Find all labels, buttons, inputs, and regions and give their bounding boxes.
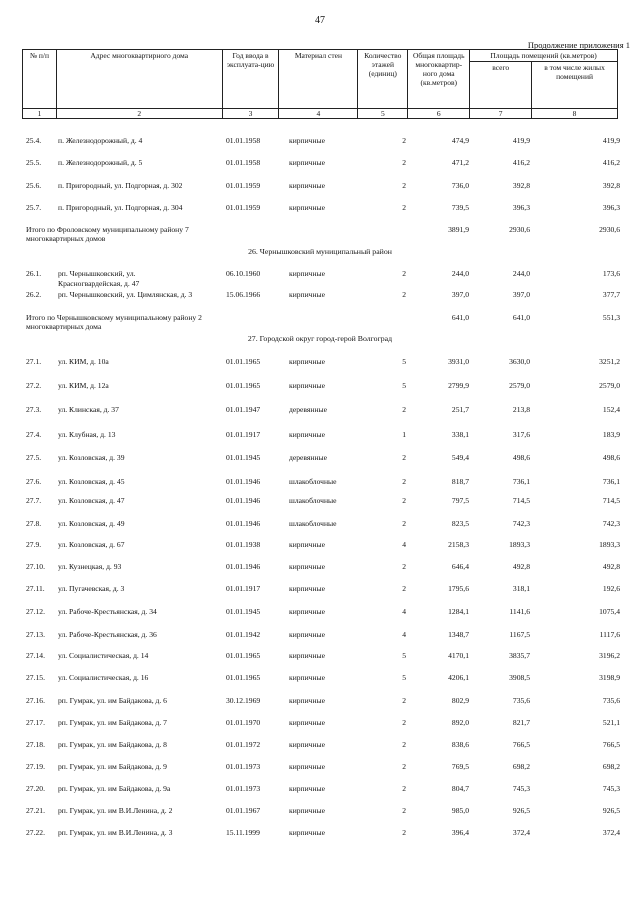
row-floors: 2 [402,290,406,299]
row-premises-living: 183,9 [602,430,620,439]
row-premises-all: 244,0 [512,269,530,278]
row-premises-living: 152,4 [602,405,620,414]
row-total-area: 471,2 [451,158,469,167]
table-row [0,181,640,192]
row-premises-all: 213,8 [512,405,530,414]
row-address: рп. Гумрак, ул. им Байдакова, д. 9а [58,784,171,793]
row-total-area: 838,6 [451,740,469,749]
row-address: ул. Социалистическая, д. 14 [58,651,149,660]
row-floors: 2 [402,762,406,771]
row-year: 01.01.1970 [226,718,261,727]
row-premises-living: 192,6 [602,584,620,593]
row-total-area: 804,7 [451,784,469,793]
row-total-area: 549,4 [451,453,469,462]
table-row [0,651,640,662]
row-premises-living: 419,9 [602,136,620,145]
header-all: всего [470,62,532,109]
row-number: 27.16. [26,696,45,705]
district-total-area: 3891,9 [448,225,469,234]
row-premises-living: 377,7 [602,290,620,299]
row-premises-all: 714,5 [512,496,530,505]
row-year: 01.01.1946 [226,519,261,528]
row-number: 27.10. [26,562,45,571]
row-number: 26.1. [26,269,42,278]
col-num: 1 [23,109,57,119]
col-num: 2 [56,109,222,119]
row-premises-living: 1075,4 [599,607,620,616]
row-premises-all: 317,6 [512,430,530,439]
row-year: 01.01.1958 [226,158,261,167]
header-material: Материал стен [279,50,358,109]
row-total-area: 736,0 [451,181,469,190]
col-num: 5 [358,109,408,119]
table-row [0,740,640,751]
row-premises-living: 396,3 [602,203,620,212]
row-total-area: 646,4 [451,562,469,571]
row-premises-all: 318,1 [512,584,530,593]
col-num: 6 [408,109,470,119]
row-address: ул. Козловская, д. 45 [58,477,125,486]
row-year: 30.12.1969 [226,696,261,705]
row-floors: 2 [402,405,406,414]
row-total-area: 739,5 [451,203,469,212]
row-premises-all: 416,2 [512,158,530,167]
row-premises-all: 419,9 [512,136,530,145]
row-year: 01.01.1942 [226,630,261,639]
row-number: 27.8. [26,519,42,528]
row-premises-all: 766,5 [512,740,530,749]
row-material: кирпичные [289,181,326,190]
row-address: п. Пригородный, ул. Подгорная, д. 302 [58,181,183,190]
row-year: 01.01.1967 [226,806,261,815]
row-floors: 2 [402,584,406,593]
page-number: 47 [315,15,325,26]
row-premises-living: 736,1 [602,477,620,486]
row-material: кирпичные [289,673,326,682]
row-premises-all: 1893,3 [509,540,530,549]
row-address: ул. Козловская, д. 67 [58,540,125,549]
row-premises-all: 742,3 [512,519,530,528]
row-year: 15.11.1999 [226,828,260,837]
row-premises-all: 926,5 [512,806,530,815]
row-address: ул. Рабоче-Крестьянская, д. 36 [58,630,157,639]
row-address: рп. Гумрак, ул. им Байдакова, д. 9 [58,762,167,771]
row-material: кирпичные [289,269,326,278]
row-premises-living: 416,2 [602,158,620,167]
table-row [0,584,640,595]
row-material: шлакоблочные [289,477,337,486]
row-year: 01.01.1958 [226,136,261,145]
row-address: рп. Гумрак, ул. им Байдакова, д. 8 [58,740,167,749]
continuation-note: Продолжение приложения 1 [527,40,630,50]
row-material: деревянные [289,453,327,462]
row-year: 01.01.1972 [226,740,261,749]
table-row [0,607,640,618]
row-address: рп. Гумрак, ул. им Байдакова, д. 7 [58,718,167,727]
row-address: ул. КИМ, д. 12а [58,381,109,390]
row-number: 25.6. [26,181,42,190]
row-floors: 2 [402,496,406,505]
row-floors: 5 [402,381,406,390]
table-row [0,806,640,817]
row-year: 01.01.1947 [226,405,261,414]
row-floors: 2 [402,181,406,190]
row-total-area: 3931,0 [448,357,469,366]
district-total-label: Итого по Фроловскому муниципальному району 7 многоквартирных домов [26,225,189,243]
row-floors: 2 [402,740,406,749]
row-material: кирпичные [289,562,326,571]
row-premises-all: 821,7 [512,718,530,727]
row-material: шлакоблочные [289,496,337,505]
row-total-area: 2799,9 [448,381,469,390]
row-address: п. Железнодорожный, д. 5 [58,158,143,167]
row-total-area: 1348,7 [448,630,469,639]
row-total-area: 823,5 [451,519,469,528]
header-year: Год ввода в эксплуата-цию [222,50,279,109]
row-floors: 4 [402,540,406,549]
header-address: Адрес многоквартирного дома [56,50,222,109]
row-address: ул. Козловская, д. 39 [58,453,125,462]
header-no: № п/п [23,50,57,109]
row-number: 27.7. [26,496,42,505]
row-floors: 5 [402,651,406,660]
row-number: 27.1. [26,357,42,366]
row-premises-all: 3630,0 [509,357,530,366]
district-total-living: 551,3 [602,313,620,322]
row-floors: 4 [402,607,406,616]
row-premises-living: 742,3 [602,519,620,528]
row-total-area: 818,7 [451,477,469,486]
district-total-living: 2930,6 [599,225,620,234]
row-floors: 2 [402,696,406,705]
row-year: 01.01.1946 [226,496,261,505]
col-num: 8 [532,109,618,119]
row-address: рп. Гумрак, ул. им Байдакова, д. 6 [58,696,167,705]
row-address: ул. Клубная, д. 13 [58,430,116,439]
row-premises-living: 2579,0 [599,381,620,390]
row-floors: 2 [402,784,406,793]
row-address: п. Железнодорожный, д. 4 [58,136,143,145]
row-material: кирпичные [289,357,326,366]
row-address: рп. Гумрак, ул. им В.И.Ленина, д. 2 [58,806,173,815]
row-number: 27.20. [26,784,45,793]
table-row [0,718,640,729]
table-row [0,630,640,641]
row-premises-living: 498,6 [602,453,620,462]
row-total-area: 4170,1 [448,651,469,660]
col-num: 3 [222,109,279,119]
row-number: 26.2. [26,290,42,299]
row-number: 27.17. [26,718,45,727]
row-total-area: 4206,1 [448,673,469,682]
row-year: 01.01.1965 [226,381,261,390]
row-address: рп. Чернышковский, ул. Цимлянская, д. 3 [58,290,193,299]
row-address-continued: Красногвардейская, д. 47 [58,279,140,288]
row-number: 27.14. [26,651,45,660]
row-premises-all: 735,6 [512,696,530,705]
row-year: 01.01.1973 [226,762,261,771]
row-year: 01.01.1946 [226,477,261,486]
row-premises-all: 3835,7 [509,651,530,660]
table-row [0,453,640,464]
row-premises-living: 521,1 [602,718,620,727]
row-year: 01.01.1959 [226,203,261,212]
header-floors: Количество этажей (единиц) [358,50,408,109]
row-premises-all: 498,6 [512,453,530,462]
row-premises-living: 698,2 [602,762,620,771]
row-total-area: 985,0 [451,806,469,815]
row-total-area: 1795,6 [448,584,469,593]
row-total-area: 397,0 [451,290,469,299]
table-row [0,673,640,684]
row-address: ул. Козловская, д. 49 [58,519,125,528]
table-row [0,562,640,573]
row-total-area: 338,1 [451,430,469,439]
row-year: 01.01.1965 [226,357,261,366]
row-year: 15.06.1966 [226,290,261,299]
row-number: 27.13. [26,630,45,639]
row-number: 27.9. [26,540,42,549]
table-row [0,430,640,441]
row-premises-living: 173,6 [602,269,620,278]
table-row [0,519,640,530]
row-year: 01.01.1938 [226,540,261,549]
section-heading: 26. Чернышковский муниципальный район [248,247,392,256]
row-floors: 2 [402,806,406,815]
row-floors: 2 [402,718,406,727]
row-year: 01.01.1973 [226,784,261,793]
header-premises: Площадь помещений (кв.метров) [470,50,618,62]
row-premises-living: 1117,6 [599,630,620,639]
row-material: кирпичные [289,828,326,837]
row-premises-living: 492,8 [602,562,620,571]
row-floors: 2 [402,269,406,278]
row-material: кирпичные [289,740,326,749]
row-premises-all: 2579,0 [509,381,530,390]
row-floors: 5 [402,673,406,682]
row-material: кирпичные [289,158,326,167]
row-year: 01.01.1946 [226,562,261,571]
row-floors: 2 [402,158,406,167]
table-row [0,762,640,773]
row-total-area: 797,5 [451,496,469,505]
table-row [0,136,640,147]
row-material: шлакоблочные [289,519,337,528]
row-premises-all: 372,4 [512,828,530,837]
row-number: 25.7. [26,203,42,212]
row-material: кирпичные [289,718,326,727]
row-address: ул. Козловская, д. 47 [58,496,125,505]
col-num: 7 [470,109,532,119]
row-premises-living: 735,6 [602,696,620,705]
header-total-area: Общая площадь многоквартир-ного дома (кв.метров) [408,50,470,109]
row-premises-all: 392,8 [512,181,530,190]
row-total-area: 2158,3 [448,540,469,549]
row-number: 27.11. [26,584,45,593]
row-address: ул. Пугачевская, д. 3 [58,584,125,593]
row-material: кирпичные [289,762,326,771]
table-row [0,696,640,707]
row-material: кирпичные [289,696,326,705]
row-premises-all: 1141,6 [509,607,530,616]
row-year: 01.01.1945 [226,607,261,616]
row-premises-all: 745,3 [512,784,530,793]
table-row [0,784,640,795]
table-row [0,158,640,169]
table-row [0,496,640,507]
row-floors: 2 [402,203,406,212]
row-floors: 2 [402,828,406,837]
row-material: кирпичные [289,540,326,549]
row-number: 27.18. [26,740,45,749]
row-material: кирпичные [289,290,326,299]
row-material: кирпичные [289,630,326,639]
row-number: 27.21. [26,806,45,815]
row-number: 27.6. [26,477,42,486]
row-floors: 2 [402,562,406,571]
row-premises-living: 392,8 [602,181,620,190]
row-premises-living: 926,5 [602,806,620,815]
row-address: ул. Социалистическая, д. 16 [58,673,149,682]
row-year: 01.01.1945 [226,453,261,462]
table-row [0,540,640,551]
row-floors: 4 [402,630,406,639]
table-row [0,477,640,488]
row-total-area: 802,9 [451,696,469,705]
row-address: ул. КИМ, д. 10а [58,357,109,366]
row-number: 27.4. [26,430,42,439]
row-material: кирпичные [289,806,326,815]
row-material: кирпичные [289,203,326,212]
district-total-all: 2930,6 [509,225,530,234]
row-floors: 2 [402,477,406,486]
row-address: рп. Чернышковский, ул. [58,269,136,278]
row-total-area: 1284,1 [448,607,469,616]
row-year: 01.01.1965 [226,673,261,682]
row-address: п. Пригородный, ул. Подгорная, д. 304 [58,203,183,212]
table-row [0,357,640,368]
table-row [0,828,640,839]
row-material: деревянные [289,405,327,414]
district-total-all: 641,0 [512,313,530,322]
row-floors: 1 [402,430,406,439]
row-material: кирпичные [289,430,326,439]
district-total-area: 641,0 [451,313,469,322]
row-number: 27.5. [26,453,42,462]
row-premises-all: 736,1 [512,477,530,486]
row-material: кирпичные [289,784,326,793]
row-address: ул. Рабоче-Крестьянская, д. 34 [58,607,157,616]
row-premises-all: 698,2 [512,762,530,771]
row-premises-living: 714,5 [602,496,620,505]
row-material: кирпичные [289,136,326,145]
row-material: кирпичные [289,381,326,390]
row-premises-living: 766,5 [602,740,620,749]
row-address: рп. Гумрак, ул. им В.И.Ленина, д. 3 [58,828,173,837]
row-year: 01.01.1917 [226,584,261,593]
row-number: 27.15. [26,673,45,682]
row-number: 27.22. [26,828,45,837]
header-living: в том числе жилых помещений [532,62,618,109]
row-number: 27.12. [26,607,45,616]
row-year: 01.01.1959 [226,181,261,190]
row-total-area: 244,0 [451,269,469,278]
row-total-area: 474,9 [451,136,469,145]
row-premises-living: 372,4 [602,828,620,837]
row-total-area: 892,0 [451,718,469,727]
row-premises-living: 1893,3 [599,540,620,549]
row-number: 25.4. [26,136,42,145]
row-total-area: 769,5 [451,762,469,771]
row-total-area: 251,7 [451,405,469,414]
row-number: 25.5. [26,158,42,167]
district-total-label: Итого по Чернышковскому муниципальному району 2 многоквартирных дома [26,313,202,331]
table-row [0,381,640,392]
row-premises-all: 492,8 [512,562,530,571]
row-floors: 2 [402,136,406,145]
row-floors: 5 [402,357,406,366]
row-floors: 2 [402,519,406,528]
row-premises-living: 3198,9 [599,673,620,682]
row-material: кирпичные [289,607,326,616]
table-header [22,49,618,119]
col-num: 4 [279,109,358,119]
table-row [0,405,640,416]
row-premises-all: 1167,5 [509,630,530,639]
row-year: 01.01.1917 [226,430,261,439]
row-premises-all: 397,0 [512,290,530,299]
table-row [0,203,640,214]
table-row [0,290,640,301]
row-total-area: 396,4 [451,828,469,837]
row-number: 27.3. [26,405,42,414]
section-heading: 27. Городской округ город-герой Волгоград [247,334,393,343]
row-material: кирпичные [289,651,326,660]
row-premises-all: 3908,5 [509,673,530,682]
row-year: 06.10.1960 [226,269,261,278]
row-number: 27.19. [26,762,45,771]
row-address: ул. Кузнецкая, д. 93 [58,562,122,571]
row-premises-living: 3251,2 [599,357,620,366]
row-premises-living: 3196,2 [599,651,620,660]
row-premises-all: 396,3 [512,203,530,212]
row-year: 01.01.1965 [226,651,261,660]
row-address: ул. Клинская, д. 37 [58,405,119,414]
row-floors: 2 [402,453,406,462]
row-premises-living: 745,3 [602,784,620,793]
row-material: кирпичные [289,584,326,593]
row-number: 27.2. [26,381,42,390]
